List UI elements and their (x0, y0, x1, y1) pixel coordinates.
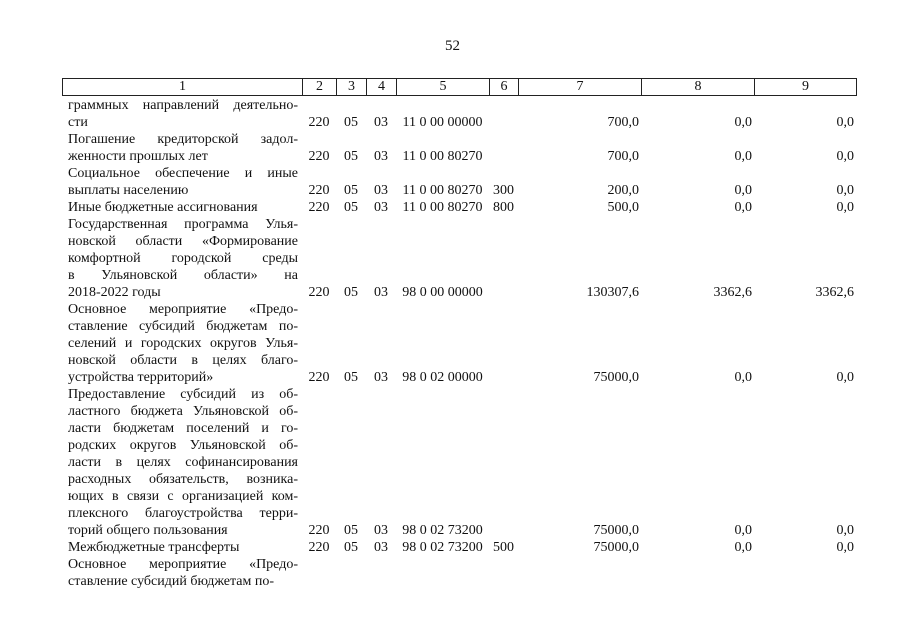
description-line: ставление субсидий бюджетам по- (68, 574, 275, 589)
expense-type-code: 800 (493, 200, 514, 215)
amount-col-8: 0,0 (734, 183, 752, 198)
target-article-code: 98 0 02 00000 (402, 370, 483, 385)
target-article-code: 98 0 00 00000 (402, 285, 483, 300)
ministry-code: 220 (308, 200, 330, 215)
expense-type-code (489, 556, 518, 590)
budget-rows (62, 97, 856, 590)
subsection-code: 03 (374, 540, 388, 555)
expense-type-code: 300 (493, 183, 514, 198)
section-code: 05 (344, 285, 358, 300)
description-line: 2018-2022 годы (68, 285, 161, 300)
subsection-code: 03 (374, 523, 388, 538)
subsection-code (366, 556, 396, 590)
subsection-code: 03 (374, 183, 388, 198)
column-header-4: 4 (367, 79, 397, 96)
description-line: выплаты населению (68, 183, 189, 198)
description-line: женности прошлых лет (68, 149, 208, 164)
section-code: 05 (344, 183, 358, 198)
column-header-1: 1 (63, 79, 303, 96)
column-header-5: 5 (397, 79, 490, 96)
amount-col-9: 0,0 (836, 149, 854, 164)
description-line: родских округов Ульяновской об- (68, 438, 298, 453)
amount-col-8: 0,0 (734, 370, 752, 385)
row-description (62, 386, 302, 539)
description-line: Межбюджетные трансферты (68, 540, 240, 555)
description-line: ставление субсидий бюджетам по- (68, 319, 298, 334)
description-line: сти (68, 115, 88, 130)
amount-col-9: 0,0 (836, 183, 854, 198)
ministry-code: 220 (308, 183, 330, 198)
amount-col-9: 3362,6 (815, 285, 854, 300)
amount-col-7: 75000,0 (593, 540, 639, 555)
expense-type-code: 500 (493, 540, 514, 555)
amount-col-8: 3362,6 (713, 285, 752, 300)
amount-col-8: 0,0 (734, 149, 752, 164)
expense-type-code (489, 386, 518, 539)
column-header-row (63, 79, 857, 96)
table-row (62, 216, 856, 301)
amount-col-7: 500,0 (607, 200, 639, 215)
target-article-code: 11 0 00 00000 (402, 115, 483, 130)
description-line: новской области «Формирование (68, 234, 298, 249)
table-row (62, 165, 856, 199)
column-header-8: 8 (642, 79, 755, 96)
column-header-3: 3 (337, 79, 367, 96)
expense-type-code (489, 97, 518, 131)
subsection-code: 03 (374, 200, 388, 215)
subsection-code: 03 (374, 115, 388, 130)
amount-col-7: 75000,0 (593, 523, 639, 538)
section-code: 05 (344, 115, 358, 130)
description-line: Погашение кредиторской задол- (68, 132, 298, 147)
column-header-2: 2 (303, 79, 337, 96)
subsection-code: 03 (374, 149, 388, 164)
description-line: Социальное обеспечение и иные (68, 166, 298, 181)
description-line: ласти бюджетам поселений и го- (68, 421, 298, 436)
amount-col-7 (518, 556, 641, 590)
table-row (62, 97, 856, 131)
column-header-7: 7 (519, 79, 642, 96)
table-row (62, 301, 856, 386)
amount-col-9: 0,0 (836, 115, 854, 130)
amount-col-9: 0,0 (836, 200, 854, 215)
page-number: 52 (445, 38, 460, 54)
amount-col-9: 0,0 (836, 540, 854, 555)
row-description (62, 301, 302, 386)
target-article-code: 11 0 00 80270 (402, 149, 483, 164)
amount-col-8: 0,0 (734, 115, 752, 130)
ministry-code (302, 556, 336, 590)
description-line: расходных обязательств, возника- (68, 472, 298, 487)
table-row (62, 131, 856, 165)
amount-col-9: 0,0 (836, 523, 854, 538)
table-row (62, 386, 856, 539)
row-description (62, 165, 302, 199)
target-article-code: 98 0 02 73200 (402, 540, 483, 555)
ministry-code: 220 (308, 370, 330, 385)
description-line: ластного бюджета Ульяновской об- (68, 404, 298, 419)
ministry-code: 220 (308, 523, 330, 538)
description-line: торий общего пользования (68, 523, 228, 538)
target-article-code (396, 556, 489, 590)
description-line: комфортной городской среды (68, 251, 298, 266)
description-line: Государственная программа Улья- (68, 217, 298, 232)
section-code: 05 (344, 523, 358, 538)
description-line: ласти в целях софинансирования (68, 455, 298, 470)
subsection-code: 03 (374, 285, 388, 300)
description-line: селений и городских округов Улья- (68, 336, 298, 351)
section-code (336, 556, 366, 590)
amount-col-8: 0,0 (734, 540, 752, 555)
amount-col-8: 0,0 (734, 200, 752, 215)
amount-col-8 (641, 556, 754, 590)
table-row (62, 199, 856, 216)
budget-table-body (62, 97, 856, 590)
amount-col-7: 700,0 (607, 149, 639, 164)
amount-col-9: 0,0 (836, 370, 854, 385)
row-description (62, 97, 302, 131)
amount-col-7: 700,0 (607, 115, 639, 130)
section-code: 05 (344, 540, 358, 555)
expense-type-code (489, 131, 518, 165)
expense-type-code (489, 216, 518, 301)
section-code: 05 (344, 200, 358, 215)
table-row (62, 556, 856, 590)
ministry-code: 220 (308, 115, 330, 130)
row-description (62, 556, 302, 590)
ministry-code: 220 (308, 149, 330, 164)
ministry-code: 220 (308, 285, 330, 300)
description-line: Основное мероприятие «Предо- (68, 302, 298, 317)
section-code: 05 (344, 370, 358, 385)
row-description (62, 199, 302, 216)
section-code: 05 (344, 149, 358, 164)
column-header-9: 9 (755, 79, 857, 96)
column-header-6: 6 (490, 79, 519, 96)
amount-col-9 (754, 556, 856, 590)
amount-col-7: 75000,0 (593, 370, 639, 385)
description-line: Основное мероприятие «Предо- (68, 557, 298, 572)
amount-col-8: 0,0 (734, 523, 752, 538)
description-line: Предоставление субсидий из об- (68, 387, 298, 402)
ministry-code: 220 (308, 540, 330, 555)
row-description (62, 131, 302, 165)
description-line: устройства территорий» (68, 370, 214, 385)
target-article-code: 11 0 00 80270 (402, 183, 483, 198)
target-article-code: 11 0 00 80270 (402, 200, 483, 215)
description-line: в Ульяновской области» на (68, 268, 298, 283)
description-line: Иные бюджетные ассигнования (68, 200, 258, 215)
description-line: новской области в целях благо- (68, 353, 298, 368)
expense-type-code (489, 301, 518, 386)
subsection-code: 03 (374, 370, 388, 385)
description-line: плексного благоустройства терри- (68, 506, 298, 521)
column-header-table (62, 78, 857, 96)
row-description (62, 539, 302, 556)
amount-col-7: 130307,6 (586, 285, 639, 300)
description-line: ющих в связи с организацией ком- (68, 489, 298, 504)
table-row (62, 539, 856, 556)
target-article-code: 98 0 02 73200 (402, 523, 483, 538)
description-line: граммных направлений деятельно- (68, 98, 298, 113)
amount-col-7: 200,0 (607, 183, 639, 198)
row-description (62, 216, 302, 301)
